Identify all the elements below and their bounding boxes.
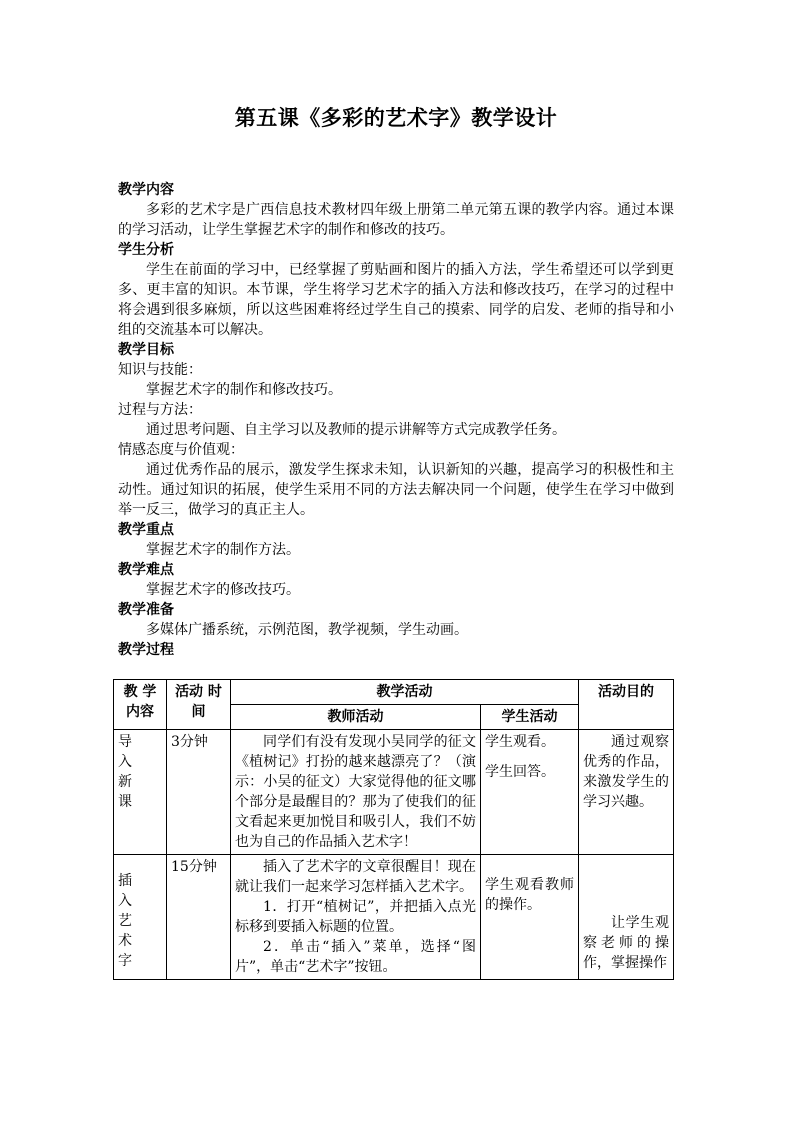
row2-purpose-text: 让学生观察老师的操作，掌握操作 — [583, 915, 669, 971]
section-heading-goals: 教学目标 — [118, 342, 174, 358]
row2-student — [481, 855, 579, 980]
goal1-label: 知识与技能： — [118, 362, 202, 378]
row2-content — [114, 855, 167, 980]
row2-teacher-text2: 1．打开“植树记”，并把插入点光标移到要插入标题的位置。 — [235, 899, 476, 935]
section-heading-process: 教学过程 — [118, 642, 174, 658]
row1-student-text1: 学生观看。 — [485, 734, 555, 750]
row2-teacher-text1: 插入了艺术字的文章很醒目！现在就让我们一起来学习怎样插入艺术字。 — [235, 859, 476, 895]
row1-content — [114, 730, 167, 855]
row1-student — [481, 730, 579, 855]
row2-teacher-text3: 2．单击“插入”菜单，选择“图片”，单击“艺术字”按钮。 — [235, 939, 476, 975]
goal3-text: 通过优秀作品的展示，激发学生探求未知，认识新知的兴趣，提高学习的积极性和主动性。通过知识的拓展，使学生采用不同的方法去解决同一个问题，使学生在学习中做到举一反三，做学习的真正主人。 — [118, 462, 674, 518]
section-heading-prep: 教学准备 — [118, 602, 174, 618]
header-purpose: 活动目的 — [579, 680, 674, 730]
process-table — [113, 679, 674, 980]
goal2-text: 通过思考问题、自主学习以及教师的提示讲解等方式完成教学任务。 — [146, 422, 566, 438]
row2-purpose — [579, 855, 674, 980]
row1-teacher — [231, 730, 481, 855]
table-header-row — [114, 680, 674, 705]
row1-purpose-text: 通过观察优秀的作品，来激发学生的学习兴趣。 — [583, 734, 669, 810]
row1-content-text: 导入新课 — [118, 734, 132, 810]
row1-purpose — [579, 730, 674, 855]
section-heading-content: 教学内容 — [118, 182, 174, 198]
content-paragraph: 多彩的艺术字是广西信息技术教材四年级上册第二单元第五课的教学内容。通过本课的学习活动，让学生掌握艺术字的制作和修改的技巧。 — [118, 202, 674, 238]
header-student: 学生活动 — [481, 705, 579, 730]
header-teacher: 教师活动 — [231, 705, 481, 730]
page-title: 第五课《多彩的艺术字》教学设计 — [234, 105, 558, 130]
row2-teacher — [231, 855, 481, 980]
document-body — [118, 180, 674, 660]
row1-time: 3分钟 — [167, 730, 231, 855]
goal1-text: 掌握艺术字的制作和修改技巧。 — [146, 382, 342, 398]
row1-teacher-text: 同学们有没有发现小吴同学的征文《植树记》打扮的越来越漂亮了？（演示：小吴的征文）大家觉得他的征文哪个部分是最醒目的？那为了使我们的征文看起来更加悦目和吸引人，我们不妨也为自己的作品插入艺术字！ — [235, 734, 476, 850]
row2-student-text: 学生观看教师的操作。 — [485, 877, 574, 913]
header-content: 教 学 内容 — [114, 680, 167, 730]
goal3-label: 情感态度与价值观： — [118, 442, 244, 458]
table-row — [114, 855, 674, 980]
analysis-paragraph: 学生在前面的学习中，已经掌握了剪贴画和图片的插入方法，学生希望还可以学到更多、更丰富的知识。本节课，学生将学习艺术字的插入方法和修改技巧，在学习的过程中将会遇到很多麻烦，所以这些困难将经过学生自己的摸索、同学的启发、老师的指导和小组的交流基本可以解决。 — [118, 262, 674, 338]
section-heading-difficult: 教学难点 — [118, 562, 174, 578]
key-text: 掌握艺术字的制作方法。 — [146, 542, 300, 558]
header-activity: 教学活动 — [231, 680, 579, 705]
header-time: 活动 时间 — [167, 680, 231, 730]
prep-text: 多媒体广播系统，示例范图，教学视频，学生动画。 — [146, 622, 468, 638]
difficult-text: 掌握艺术字的修改技巧。 — [146, 582, 300, 598]
row2-time: 15分钟 — [167, 855, 231, 980]
row2-content-text: 插入艺术字 — [118, 873, 132, 969]
section-heading-analysis: 学生分析 — [118, 242, 174, 258]
row1-student-text2: 学生回答。 — [485, 764, 555, 780]
section-heading-key: 教学重点 — [118, 522, 174, 538]
table-row — [114, 730, 674, 855]
goal2-label: 过程与方法： — [118, 402, 202, 418]
